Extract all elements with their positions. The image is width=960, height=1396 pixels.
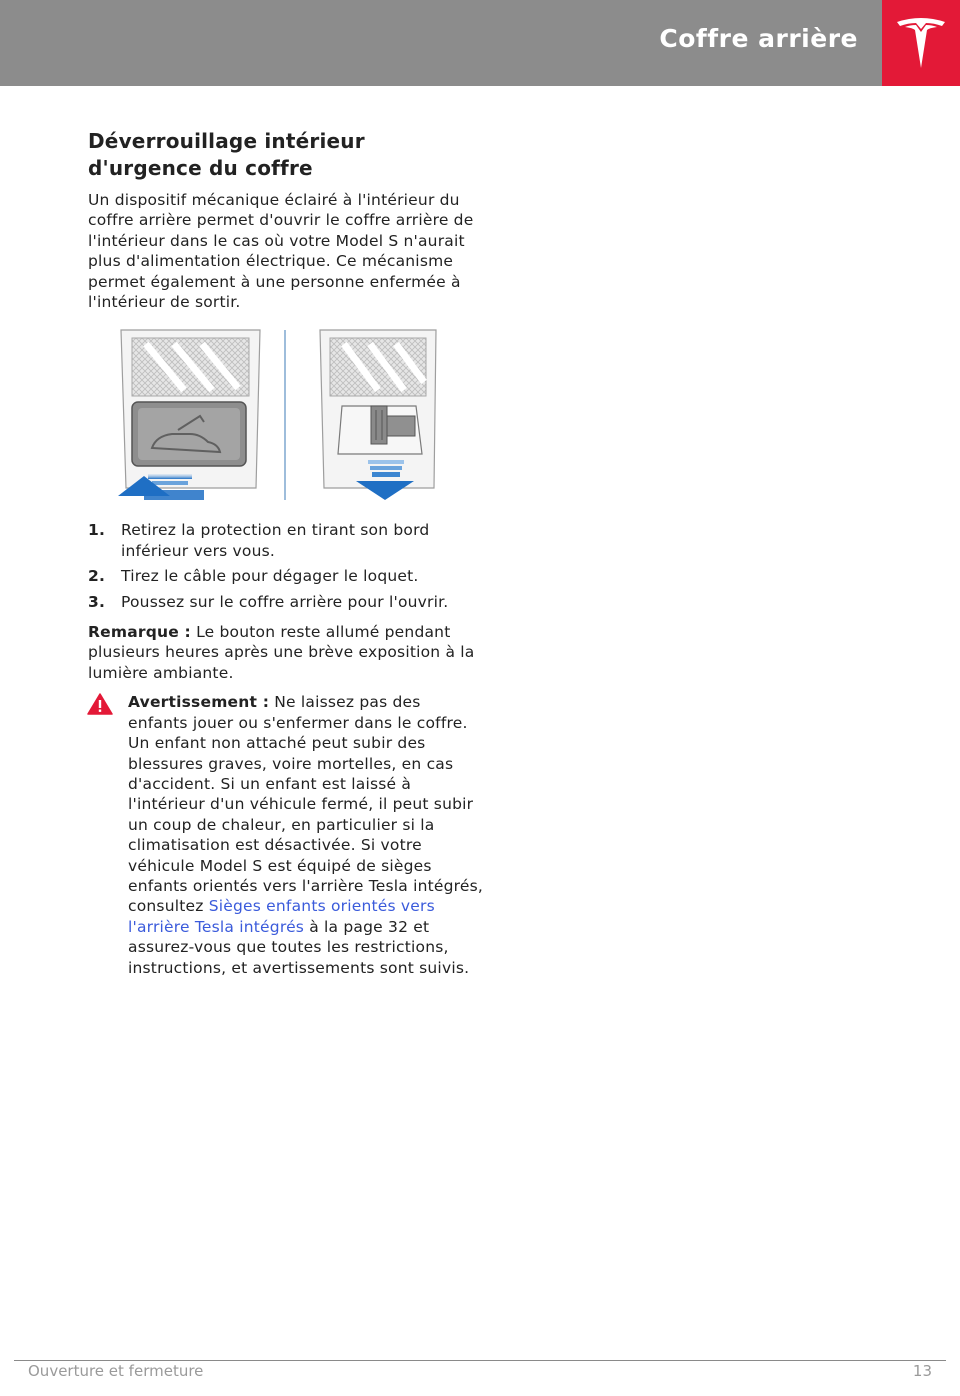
step-number: 2. <box>88 567 106 586</box>
note-label: Remarque : <box>88 623 191 642</box>
main-content <box>88 128 484 978</box>
step-text: Poussez sur le coffre arrière pour l'ouvrir. <box>121 592 449 611</box>
pull-cable-illustration <box>320 330 436 500</box>
step-number: 3. <box>88 592 106 611</box>
warning-block <box>88 692 484 978</box>
page-number: 13 <box>912 1362 932 1380</box>
warning-text: Ne laissez pas des enfants jouer ou s'enfermer dans le coffre. Un enfant non attaché peut subir des blessures graves, voire mortelles, en cas d'accident. Si un enfant est laissé à l'intérieur d'un véhicule fermé, il peut subir un coup de chaleur, en particulier si la climatisation est désactivée. Si votre véhicule Model S est équipé de sièges enfants orientés vers l'arrière Tesla intégrés, consultez <box>128 693 484 916</box>
footer-divider <box>14 1360 946 1361</box>
footer-section: Ouverture et fermeture <box>28 1362 204 1380</box>
note-text: Le bouton reste allumé pendant plusieurs heures après une brève exposition à la lumière ambiante. <box>88 623 475 682</box>
child-seat-link[interactable]: Sièges enfants orientés vers l'arrière Tesla intégrés <box>128 897 435 936</box>
intro-paragraph: Un dispositif mécanique éclairé à l'intérieur du coffre arrière permet d'ouvrir le coffre arrière de l'intérieur dans le cas où votre Model S n'aurait plus d'alimentation électrique. Ce mécanisme permet également à une personne enfermée à l'intérieur de sortir. <box>88 191 474 312</box>
steps-list <box>88 520 484 612</box>
warning-text-end: à la page 32 et assurez-vous que toutes les restrictions, instructions, et avertissements sont suivis. <box>128 917 470 977</box>
step-text: Retirez la protection en tirant son bord inférieur vers vous. <box>121 521 430 560</box>
page-title: Coffre arrière <box>659 24 858 53</box>
remove-cover-illustration <box>118 330 260 500</box>
tesla-logo <box>882 0 960 86</box>
release-illustration <box>88 326 448 502</box>
tesla-logo-icon <box>895 16 947 70</box>
warning-triangle-icon <box>87 693 113 720</box>
step-number: 1. <box>88 521 106 540</box>
note-paragraph <box>88 622 484 683</box>
list-item <box>88 566 484 586</box>
section-heading: Déverrouillage intérieur d'urgence du coffre <box>88 129 365 180</box>
warning-label: Avertissement : <box>128 693 270 712</box>
list-item <box>88 592 484 612</box>
list-item <box>88 520 484 561</box>
page-header <box>0 0 960 86</box>
step-text: Tirez le câble pour dégager le loquet. <box>121 567 419 586</box>
release-figure <box>88 326 448 502</box>
